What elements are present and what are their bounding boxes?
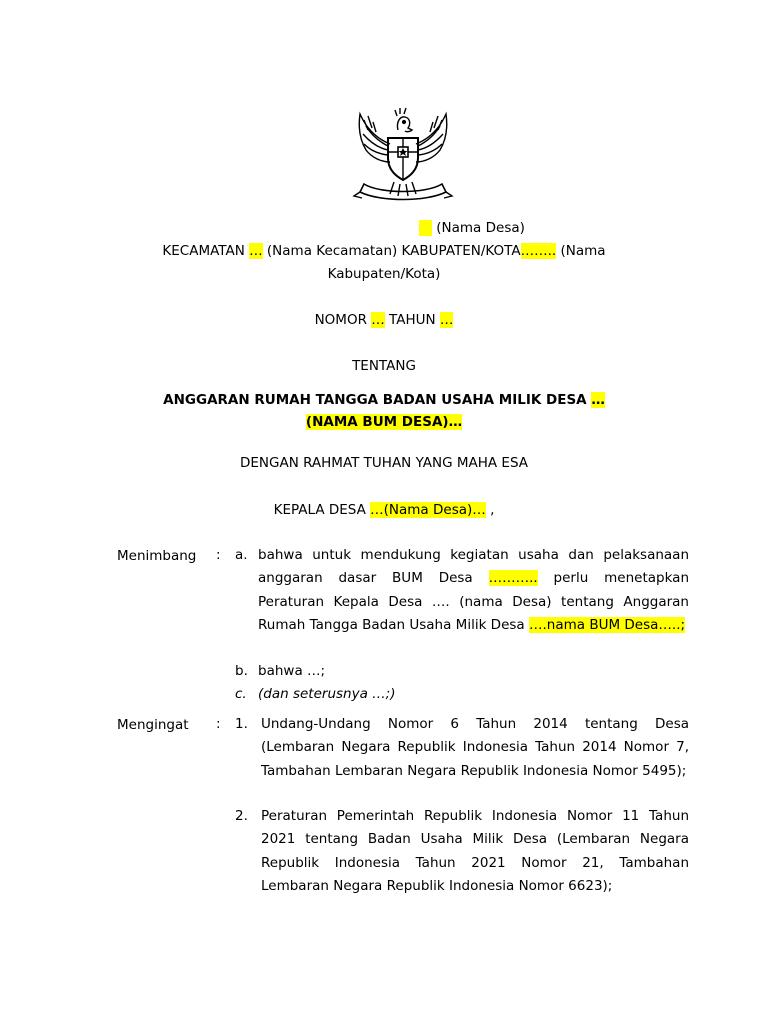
mengingat-label: Mengingat xyxy=(117,717,189,733)
header-number-year xyxy=(0,312,768,328)
document-title-placeholder: … xyxy=(591,392,605,408)
nomor-label: NOMOR xyxy=(314,312,372,328)
header-line-village xyxy=(134,220,634,236)
kabupaten-placeholder: …….. xyxy=(520,243,557,259)
kepala-desa-line xyxy=(0,502,768,518)
mengingat-colon: : xyxy=(216,716,221,732)
kepala-desa-label: KEPALA DESA xyxy=(273,502,371,518)
kabupaten-text: (Nama xyxy=(556,243,606,259)
nomor-placeholder: … xyxy=(371,312,385,328)
kepala-desa-suffix: , xyxy=(485,502,495,518)
menimbang-marker-b: b. xyxy=(235,663,248,679)
mengingat-item-2: Peraturan Pemerintah Republik Indonesia Nomor 11 Tahun 2021 tentang Badan Usaha Milik Desa (Lembaran Negara Republik Indonesia Tahun 2021 Nomor 21, Tambahan Lembaran Negara Republik Indonesia Nomor 6623); xyxy=(261,808,689,894)
tentang-heading: TENTANG xyxy=(352,358,416,374)
bum-desa-name-placeholder: (NAMA BUM DESA)… xyxy=(305,414,463,430)
tahun-placeholder: … xyxy=(439,312,454,328)
menimbang-label: Menimbang xyxy=(117,548,197,564)
kecamatan-text: (Nama Kecamatan) KABUPATEN/KOTA xyxy=(262,243,521,259)
village-name-label: (Nama Desa) xyxy=(431,220,525,236)
mengingat-marker-2: 2. xyxy=(235,808,248,824)
garuda-pancasila-emblem-icon xyxy=(350,100,456,204)
menimbang-item-c: (dan seterusnya …;) xyxy=(258,686,396,702)
tahun-label: TAHUN xyxy=(384,312,440,328)
document-title-text: ANGGARAN RUMAH TANGGA BADAN USAHA MILIK DESA xyxy=(163,392,592,408)
header-line-district xyxy=(0,243,768,259)
rahmat-line: DENGAN RAHMAT TUHAN YANG MAHA ESA xyxy=(239,455,529,471)
menimbang-colon: : xyxy=(216,547,221,563)
menimbang-item-b: bahwa …; xyxy=(258,663,326,679)
header-line-regency: Kabupaten/Kota) xyxy=(327,266,441,282)
menimbang-marker-c: c. xyxy=(235,686,247,702)
kecamatan-label: KECAMATAN xyxy=(162,243,250,259)
mengingat-item-1: Undang-Undang Nomor 6 Tahun 2014 tentang Desa (Lembaran Negara Republik Indonesia Tahun 2014 Nomor 7, Tambahan Lembaran Negara Republik Indonesia Nomor 5495); xyxy=(261,716,689,779)
bum-desa-name-placeholder-2: ….nama BUM Desa…..; xyxy=(528,616,686,633)
kecamatan-placeholder: … xyxy=(249,243,263,259)
menimbang-item-a xyxy=(258,544,689,637)
menimbang-item-a-text2: perlu menetapkan Peraturan Kepala Desa …. (nama Desa) tentang Anggaran Rumah Tangga Badan Usaha Milik Desa xyxy=(258,570,689,633)
menimbang-item-a-text1: bahwa untuk mendukung kegiatan usaha dan pelaksanaan anggaran dasar BUM Desa xyxy=(258,547,689,587)
village-name-placeholder xyxy=(419,220,432,236)
bum-desa-anggaran-placeholder: ……….. xyxy=(488,570,538,587)
document-title-line2 xyxy=(0,414,768,430)
kepala-desa-placeholder: …(Nama Desa)… xyxy=(370,502,486,518)
menimbang-marker-a: a. xyxy=(235,547,248,563)
mengingat-marker-1: 1. xyxy=(235,716,248,732)
document-title-line1 xyxy=(0,392,768,408)
